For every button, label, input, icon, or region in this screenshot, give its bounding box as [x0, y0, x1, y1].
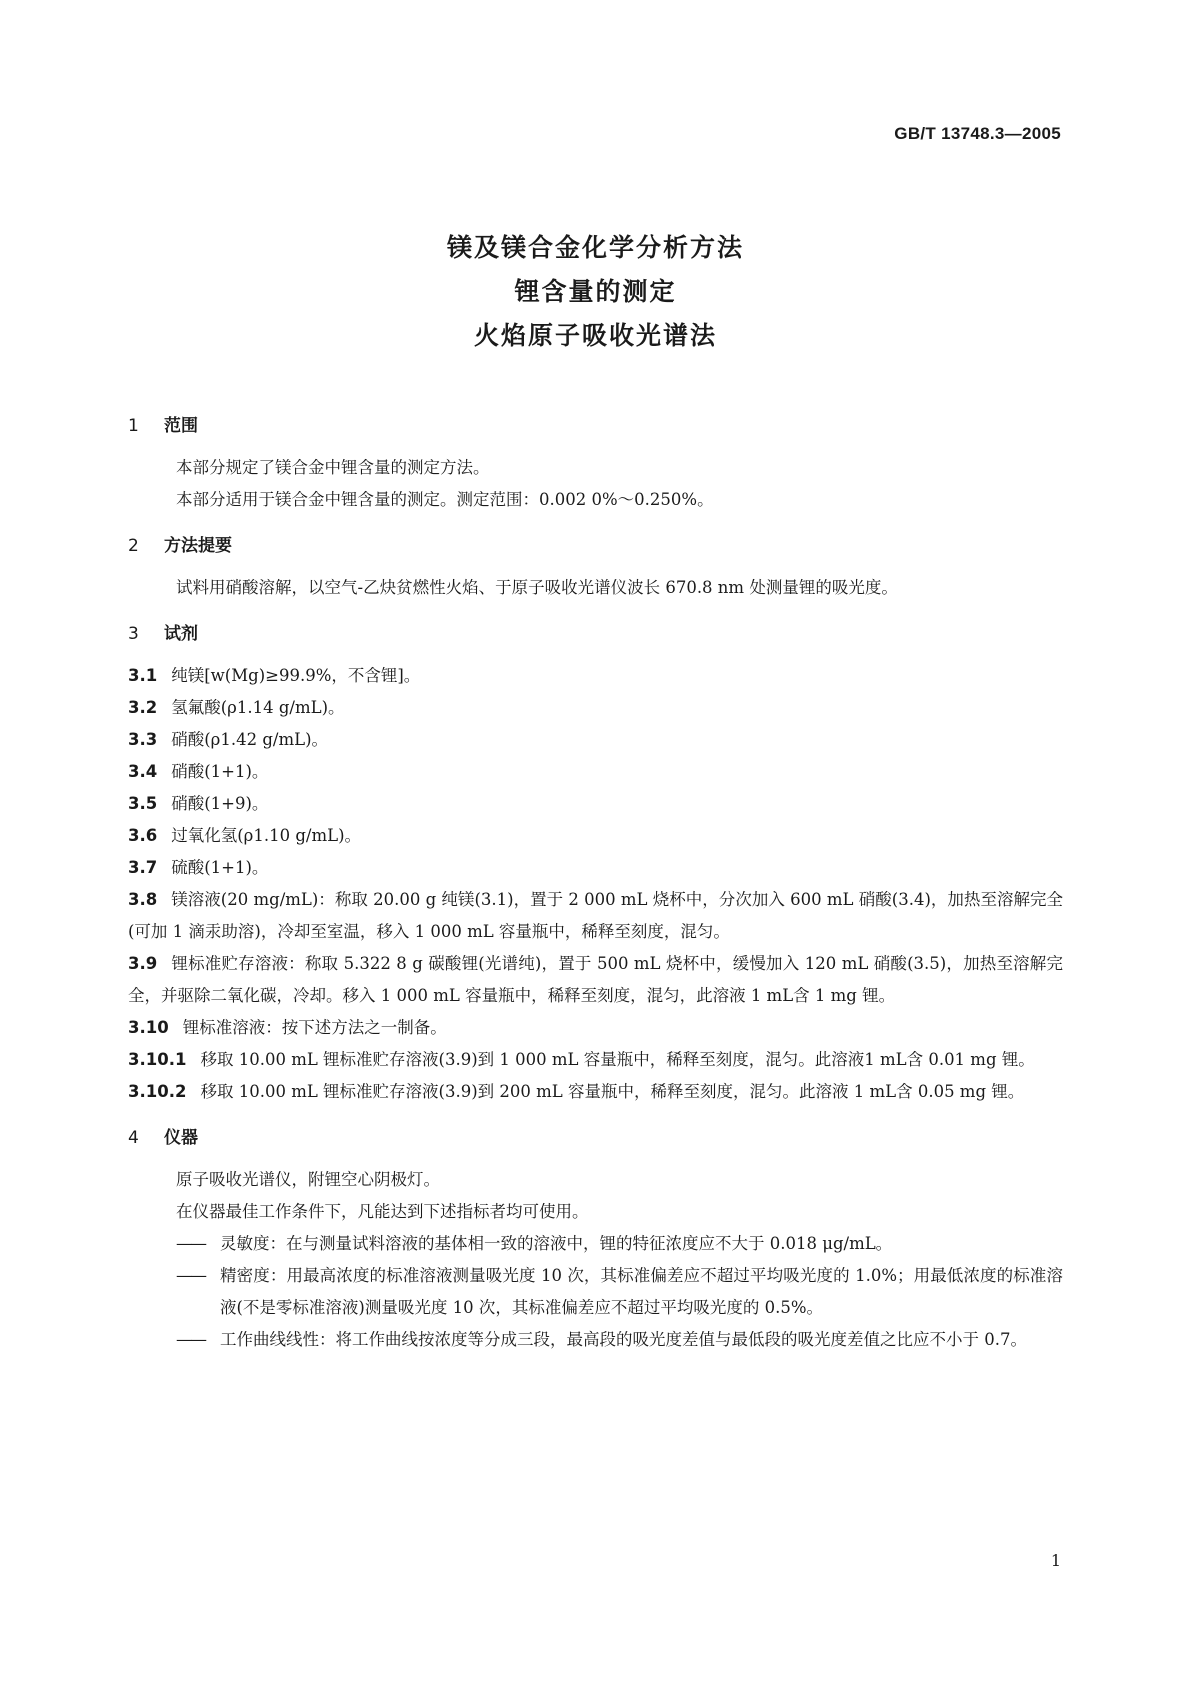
item-number: 3.2 [128, 698, 158, 717]
section-1-paragraph-1: 本部分规定了镁合金中锂含量的测定方法。 [176, 458, 490, 477]
reagent-item-3-1 [128, 660, 1063, 692]
page-number: 1 [1050, 1551, 1061, 1570]
item-number: 3.9 [128, 954, 158, 973]
item-number: 3.7 [128, 858, 158, 877]
item-number: 3.10.2 [128, 1082, 187, 1101]
reagent-item-3-7 [128, 852, 1063, 884]
item-number: 3.5 [128, 794, 158, 813]
section-number: 3 [128, 624, 139, 644]
requirement-precision [128, 1260, 1063, 1324]
reagent-item-3-9 [128, 948, 1063, 1012]
requirement-sensitivity [128, 1228, 1063, 1260]
reagent-item-3-2 [128, 692, 1063, 724]
section-1-heading [128, 410, 1063, 442]
section-2-heading [128, 530, 1063, 562]
item-text: 硝酸(1+9)。 [171, 794, 269, 813]
item-text: 移取 10.00 mL 锂标准贮存溶液(3.9)到 1 000 mL 容量瓶中，稀释至刻度，混匀。此溶液1 mL含 0.01 mg 锂。 [200, 1050, 1035, 1069]
section-title: 方法提要 [164, 536, 232, 556]
item-number: 3.3 [128, 730, 158, 749]
section-number: 4 [128, 1128, 139, 1148]
section-3-heading [128, 618, 1063, 650]
item-text: 镁溶液(20 mg/mL)：称取 20.00 g 纯镁(3.1)，置于 2 000 mL 烧杯中，分次加入 600 mL 硝酸(3.4)，加热至溶解完全(可加 1 滴汞助溶)，冷却至室温，移入 1 000 mL 容量瓶中，稀释至刻度，混匀。 [128, 890, 1063, 941]
dash-mark: —— [176, 1266, 205, 1285]
reagent-item-3-10-2 [128, 1076, 1063, 1108]
title-line-1: 镁及镁合金化学分析方法 [446, 233, 744, 262]
section-4-heading [128, 1122, 1063, 1154]
requirement-linearity [128, 1324, 1063, 1356]
title-line-2: 锂含量的测定 [514, 277, 677, 306]
item-number: 3.8 [128, 890, 158, 909]
section-4-paragraph-2: 在仪器最佳工作条件下，凡能达到下述指标者均可使用。 [176, 1202, 589, 1221]
reagent-item-3-3 [128, 724, 1063, 756]
item-text: 移取 10.00 mL 锂标准贮存溶液(3.9)到 200 mL 容量瓶中，稀释至刻度，混匀。此溶液 1 mL含 0.05 mg 锂。 [200, 1082, 1025, 1101]
reagent-item-3-5 [128, 788, 1063, 820]
item-text: 纯镁[w(Mg)≥99.9%，不含锂]。 [171, 666, 421, 685]
title-line-3: 火焰原子吸收光谱法 [473, 321, 717, 350]
item-text: 锂标准溶液：按下述方法之一制备。 [182, 1018, 447, 1037]
reagent-item-3-10 [128, 1012, 1063, 1044]
item-number: 3.6 [128, 826, 158, 845]
dash-mark: —— [176, 1330, 205, 1349]
section-title: 范围 [164, 416, 198, 436]
requirement-text: 精密度：用最高浓度的标准溶液测量吸光度 10 次，其标准偏差应不超过平均吸光度的 1.0%；用最低浓度的标准溶液(不是零标准溶液)测量吸光度 10 次，其标准偏差应不超过平均吸光度的 0.5%。 [220, 1266, 1063, 1317]
item-number: 3.1 [128, 666, 158, 685]
reagent-item-3-8 [128, 884, 1063, 948]
section-number: 2 [128, 536, 139, 556]
item-text: 过氧化氢(ρ1.10 g/mL)。 [171, 826, 362, 845]
dash-mark: —— [176, 1234, 205, 1253]
item-number: 3.10 [128, 1018, 169, 1037]
item-text: 硫酸(1+1)。 [171, 858, 269, 877]
section-2-paragraph-1: 试料用硝酸溶解，以空气-乙炔贫燃性火焰、于原子吸收光谱仪波长 670.8 nm 处测量锂的吸光度。 [176, 578, 898, 597]
requirement-text: 灵敏度：在与测量试料溶液的基体相一致的溶液中，锂的特征浓度应不大于 0.018 μg/mL。 [220, 1234, 893, 1253]
item-number: 3.4 [128, 762, 158, 781]
reagent-item-3-4 [128, 756, 1063, 788]
document-title [0, 226, 1191, 358]
section-title: 仪器 [164, 1128, 198, 1148]
section-4-paragraph-1: 原子吸收光谱仪，附锂空心阴极灯。 [176, 1170, 440, 1189]
reagent-item-3-10-1 [128, 1044, 1063, 1076]
standard-code: GB/T 13748.3—2005 [894, 124, 1061, 143]
item-text: 锂标准贮存溶液：称取 5.322 8 g 碳酸锂(光谱纯)，置于 500 mL 烧杯中，缓慢加入 120 mL 硝酸(3.5)，加热至溶解完全，并驱除二氧化碳，冷却。移入 1 000 mL 容量瓶中，稀释至刻度，混匀，此溶液 1 mL含 1 mg 锂。 [128, 954, 1063, 1005]
section-title: 试剂 [164, 624, 198, 644]
section-number: 1 [128, 416, 139, 436]
section-1-paragraph-2: 本部分适用于镁合金中锂含量的测定。测定范围：0.002 0%～0.250%。 [176, 490, 714, 509]
requirement-text: 工作曲线线性：将工作曲线按浓度等分成三段，最高段的吸光度差值与最低段的吸光度差值之比应不小于 0.7。 [220, 1330, 1027, 1349]
item-number: 3.10.1 [128, 1050, 187, 1069]
document-body [128, 410, 1063, 1356]
item-text: 氢氟酸(ρ1.14 g/mL)。 [171, 698, 345, 717]
item-text: 硝酸(1+1)。 [171, 762, 269, 781]
reagent-item-3-6 [128, 820, 1063, 852]
item-text: 硝酸(ρ1.42 g/mL)。 [171, 730, 329, 749]
